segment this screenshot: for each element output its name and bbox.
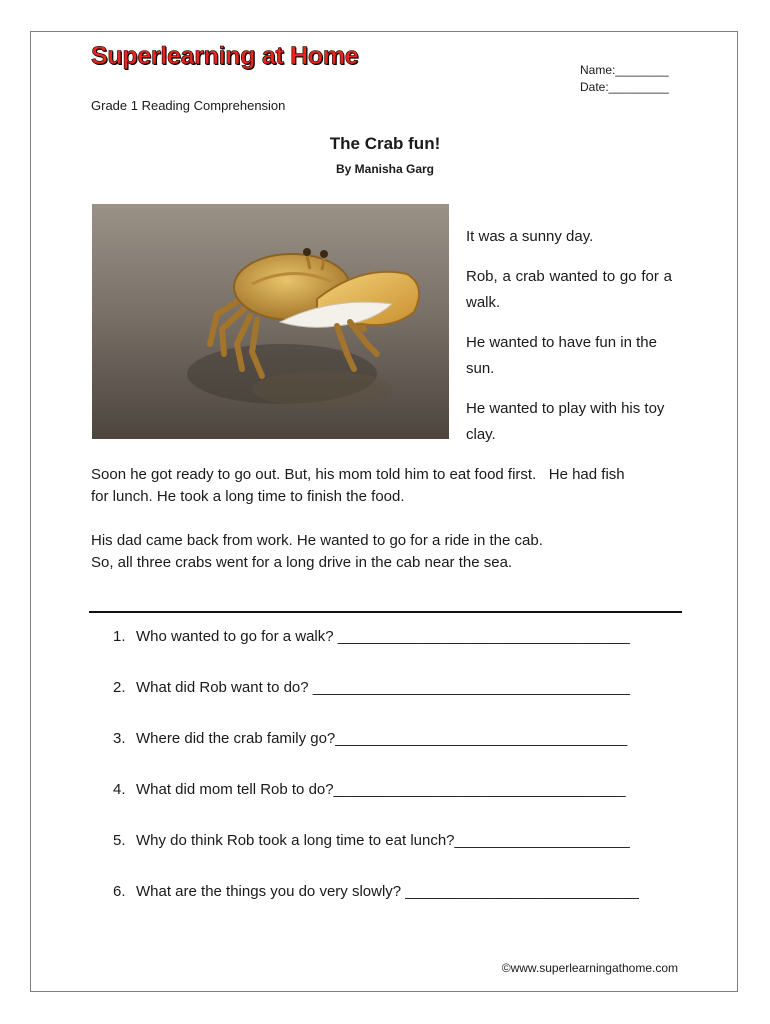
- story-line: He wanted to have fun in the sun.: [466, 334, 657, 377]
- name-date-fields: [580, 62, 669, 96]
- question-number: 4.: [113, 781, 126, 798]
- question-number: 6.: [113, 883, 126, 900]
- paragraph-line: So, all three crabs went for a long drive in the cab near the sea.: [91, 554, 513, 571]
- question-item: [113, 679, 630, 696]
- question-item: [113, 781, 626, 798]
- question-number: 2.: [113, 679, 126, 696]
- story-line: Rob, a crab wanted to go for a walk.: [466, 268, 672, 311]
- story-paragraph-1: [91, 464, 691, 508]
- brand-logo-text: Superlearning at Home: [91, 42, 359, 70]
- question-item: [113, 628, 630, 645]
- question-text[interactable]: What did mom tell Rob to do?___________________________________: [136, 781, 626, 798]
- question-number: 5.: [113, 832, 126, 849]
- story-author: By Manisha Garg: [335, 162, 435, 176]
- question-number: 1.: [113, 628, 126, 645]
- section-divider: [89, 611, 682, 613]
- date-field: Date:_________: [580, 80, 669, 94]
- question-item: [113, 832, 630, 849]
- question-item: [113, 883, 639, 900]
- story-line: It was a sunny day.: [466, 228, 594, 245]
- story-line: He wanted to play with his toy clay.: [466, 400, 665, 443]
- story-title: The Crab fun!: [329, 134, 441, 153]
- name-field: Name:________: [580, 63, 669, 77]
- question-text[interactable]: Why do think Rob took a long time to eat lunch?_____________________: [136, 832, 630, 849]
- worksheet-subtitle: Grade 1 Reading Comprehension: [91, 98, 286, 113]
- question-text[interactable]: What did Rob want to do? ______________________________________: [136, 679, 630, 696]
- footer-copyright: ©www.superlearningathome.com: [501, 961, 678, 975]
- story-side-text: [466, 224, 672, 462]
- crab-photo: [92, 204, 449, 439]
- question-number: 3.: [113, 730, 126, 747]
- paragraph-line: for lunch. He took a long time to finish the food.: [91, 488, 405, 505]
- question-text[interactable]: Where did the crab family go?___________________________________: [136, 730, 628, 747]
- paragraph-line: His dad came back from work. He wanted to go for a ride in the cab.: [91, 532, 543, 549]
- question-text[interactable]: Who wanted to go for a walk? ___________________________________: [136, 628, 630, 645]
- question-text[interactable]: What are the things you do very slowly? ____________________________: [136, 883, 639, 900]
- paragraph-line: Soon he got ready to go out. But, his mom told him to eat food first. He had fish: [91, 466, 625, 483]
- question-item: [113, 730, 627, 747]
- story-paragraph-2: [91, 530, 691, 574]
